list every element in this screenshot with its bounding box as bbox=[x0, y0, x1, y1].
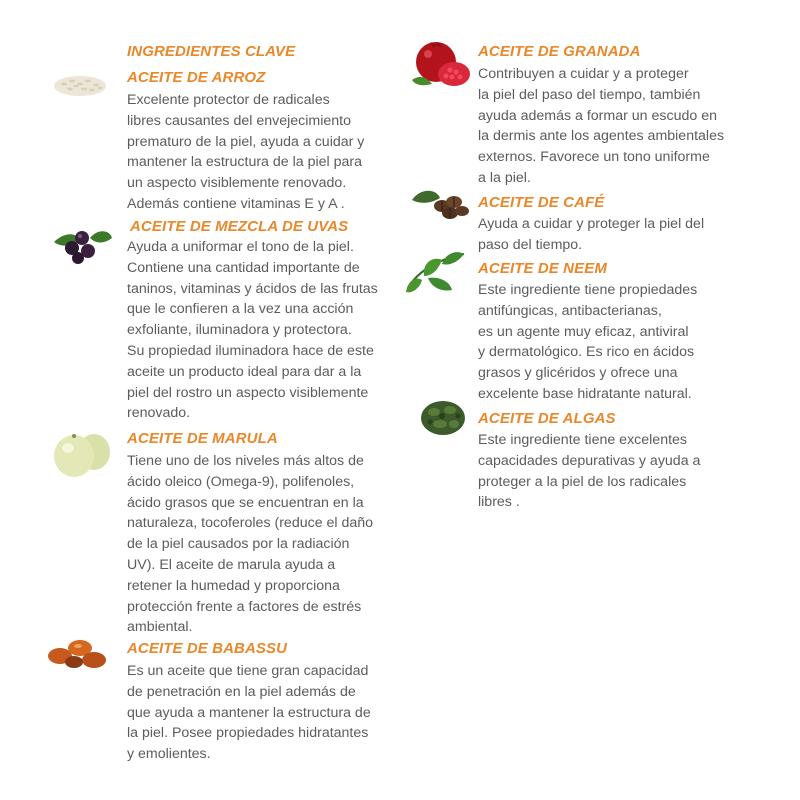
section-title: INGREDIENTES CLAVE bbox=[127, 43, 296, 60]
ingredient-text-uvas: Ayuda a uniformar el tono de la piel. Contiene una cantidad importante de taninos, vitaminas y ácidos de las frutas que le confieren a la vez una acción exfoliante, iluminadora y protectora. Su propiedad iluminadora hace de este aceite un producto ideal para dar a la piel del rostro un aspecto visiblemente renovado. bbox=[127, 239, 378, 422]
ingredient-name-babassu: ACEITE DE BABASSU bbox=[127, 640, 288, 657]
ingredient-text-granada: Contribuyen a cuidar y a proteger la piel del paso del tiempo, también ayuda además a formar un escudo en la dermis ante los agentes ambientales externos. Favorece un tono uniforme a la piel. bbox=[478, 66, 725, 186]
pomegranate-icon bbox=[410, 38, 474, 90]
ingredient-name-arroz: ACEITE DE ARROZ bbox=[127, 69, 266, 86]
ingredient-text-babassu: Es un aceite que tiene gran capacidad de penetración en la piel además de que ayuda a mantener la estructura de la piel. Posee propiedades hidratantes y emolientes. bbox=[127, 663, 371, 763]
ingredient-text-arroz: Excelente protector de radicales libres causantes del envejecimiento prematuro de la piel, ayuda a cuidar y mantener la estructura de la piel para un aspecto visiblemente renovado. Además contiene vitaminas E y A . bbox=[127, 92, 365, 212]
ingredient-text-algas: Este ingrediente tiene excelentes capacidades depurativas y ayuda a proteger a la piel de los radicales libres . bbox=[478, 432, 701, 511]
coffee-beans-icon bbox=[410, 186, 470, 222]
ingredient-text-cafe: Ayuda a cuidar y proteger la piel del paso del tiempo. bbox=[478, 216, 705, 253]
ingredient-name-granada: ACEITE DE GRANADA bbox=[478, 43, 641, 60]
marula-fruit-icon bbox=[48, 430, 114, 480]
neem-leaf-icon bbox=[402, 248, 468, 298]
babassu-nut-icon bbox=[44, 634, 110, 674]
seaweed-icon bbox=[418, 398, 468, 438]
grapes-icon bbox=[50, 224, 114, 266]
ingredient-name-marula: ACEITE DE MARULA bbox=[127, 430, 278, 447]
ingredient-name-neem: ACEITE DE NEEM bbox=[478, 260, 607, 277]
ingredient-text-marula: Tiene uno de los niveles más altos de ácido oleico (Omega-9), polifenoles, ácido grasos que se encuentran en la naturaleza, tocoferoles (reduce el daño de la piel causados por la radiación UV). El aceite de marula ayuda a retener la humedad y proporciona protección frente a factores de estrés ambiental. bbox=[127, 453, 374, 636]
ingredient-name-cafe: ACEITE DE CAFÉ bbox=[478, 194, 605, 211]
rice-icon bbox=[52, 72, 108, 98]
ingredient-name-algas: ACEITE DE ALGAS bbox=[478, 410, 616, 427]
ingredient-name-uvas: ACEITE DE MEZCLA DE UVAS bbox=[130, 218, 349, 235]
ingredient-text-neem: Este ingrediente tiene propiedades antifúngicas, antibacterianas, es un agente muy eficaz, antiviral y dermatológico. Es rico en ácidos grasos y glicéridos y ofrece una excelente base hidratante natural. bbox=[478, 282, 698, 402]
